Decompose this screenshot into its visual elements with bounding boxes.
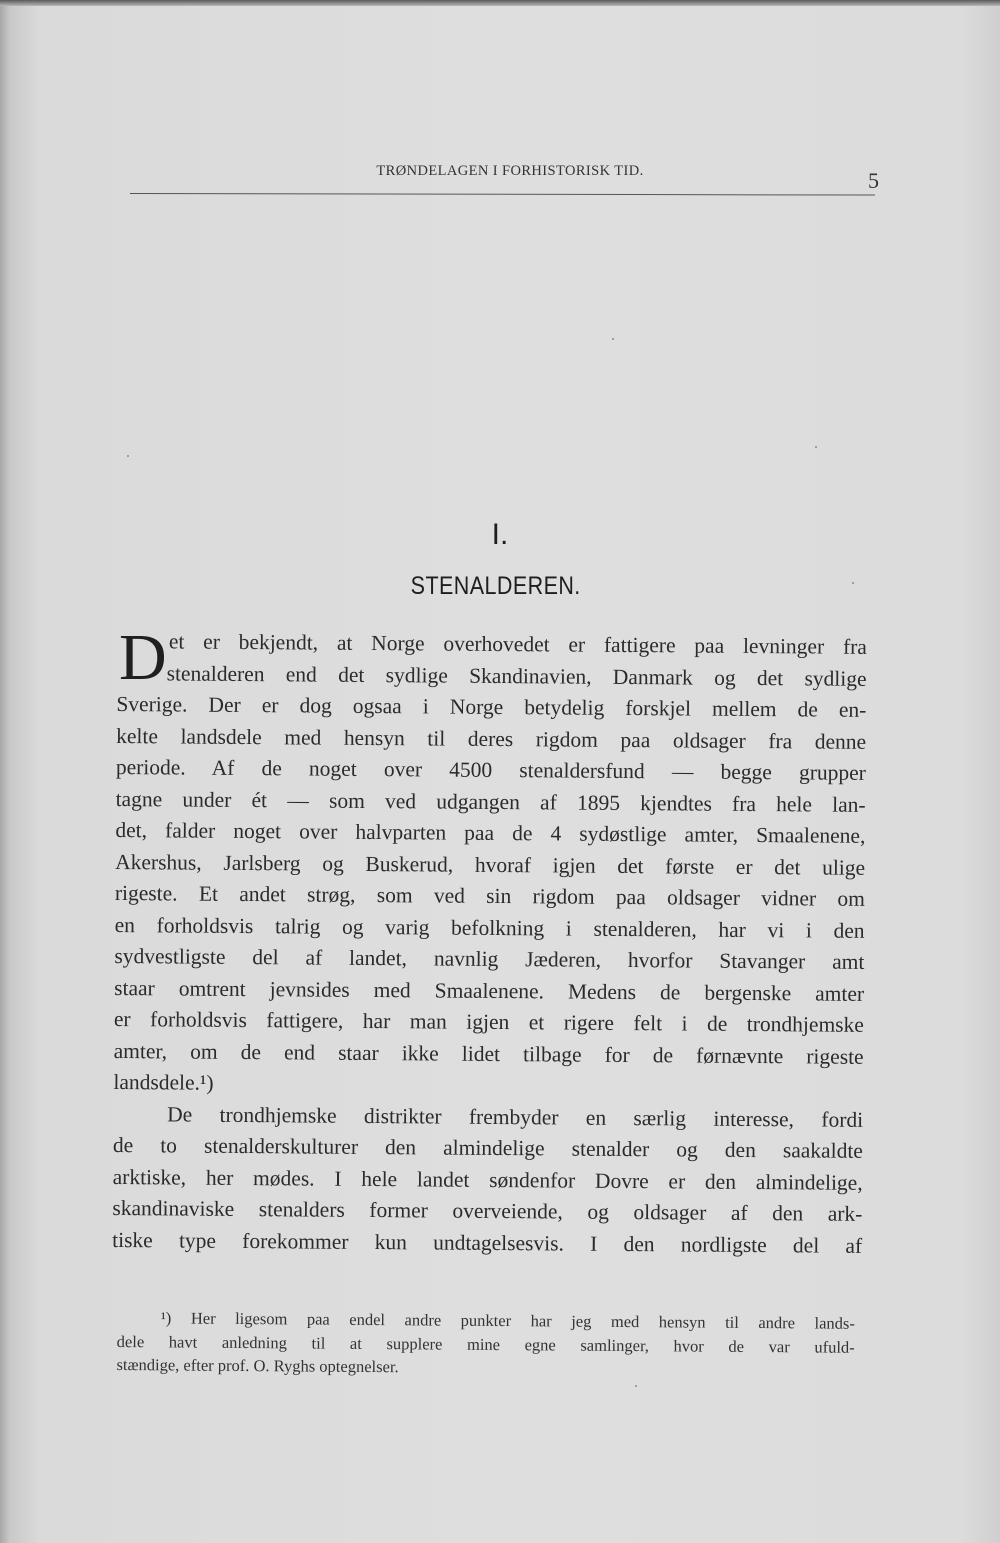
body-line: kelte landsdele med hensyn til deres rigdom paa oldsager fra denne: [116, 723, 867, 754]
running-head-title: TRØNDELAGEN I FORHISTORISK TID.: [376, 163, 644, 179]
body-line: rigeste. Et andet strøg, som ved sin rigdom paa oldsager vidner om: [114, 880, 865, 911]
footnote-line: dele havt anledning til at supplere mine egne samlinger, hvor de var ufuld-: [116, 1331, 855, 1357]
body-text: [112, 621, 867, 1262]
paper-speck: [815, 446, 817, 448]
body-line: de to stenalderskulturer den almindelige stenalder og den saakaldte: [112, 1132, 863, 1163]
paper-speck: [612, 338, 614, 340]
body-line: skandinaviske stenalders former overveiende, og oldsager af den ark-: [112, 1195, 863, 1226]
body-line: staar omtrent jevnsides med Smaalenene. Medens de bergenske amter: [114, 975, 865, 1006]
page-number: 5: [868, 168, 879, 193]
body-line: sydvestligste del af landet, navnlig Jæderen, hvorfor Stavanger amt: [114, 943, 865, 974]
body-line: De trondhjemske distrikter frembyder en særlig interesse, fordi: [167, 1101, 864, 1132]
chapter-title: STENALDEREN.: [410, 572, 581, 600]
paper-speck: [635, 1385, 637, 1387]
body-line: arktiske, her mødes. I hele landet søndenfor Dovre er den almindelige,: [112, 1164, 863, 1195]
body-line: tiske type forekommer kun undtagelsesvis. I den nordligste del af: [112, 1227, 863, 1258]
body-line: et er bekjendt, at Norge overhovedet er fattigere paa levninger fra: [168, 629, 867, 659]
body-line: er forholdsvis fattigere, har man igjen et rigere felt i de trondhjemske: [113, 1006, 864, 1037]
body-line: tagne under ét — som ved udgangen af 1895 kjendtes fra hele lan-: [115, 786, 866, 817]
body-line: stenalderen end det sydlige Skandinavien, Danmark og det sydlige: [166, 660, 867, 691]
running-head: [130, 163, 879, 199]
page-top-edge: [0, 0, 1000, 6]
running-head-rule: [130, 193, 875, 196]
footnote-line: stændige, efter prof. O. Ryghs optegnelser.: [116, 1354, 399, 1377]
footnote-line: ¹) Her ligesom paa endel andre punkter har jeg med hensyn til andre lands-: [160, 1308, 855, 1333]
body-line: Sverige. Der er dog ogsaa i Norge betydelig forskjel mellem de en-: [116, 691, 867, 722]
chapter-number: I.: [491, 518, 509, 551]
body-line: det, falder noget over halvparten paa de 4 sydøstlige amter, Smaalenene,: [115, 817, 866, 848]
body-line: amter, om de end staar ikke lidet tilbage for de førnævnte rigeste: [113, 1038, 864, 1069]
body-line: periode. Af de noget over 4500 stenaldersfund — begge grupper: [115, 754, 866, 785]
body-line: Akershus, Jarlsberg og Buskerud, hvoraf igjen det første er det ulige: [115, 849, 866, 880]
drop-cap: D: [119, 621, 167, 694]
footnote: [116, 1306, 855, 1382]
paper-speck: [127, 455, 129, 457]
paper-speck: [852, 582, 854, 584]
body-line: en forholdsvis talrig og varig befolkning i stenalderen, har vi i den: [114, 912, 865, 943]
body-line: landsdele.¹): [113, 1069, 214, 1095]
